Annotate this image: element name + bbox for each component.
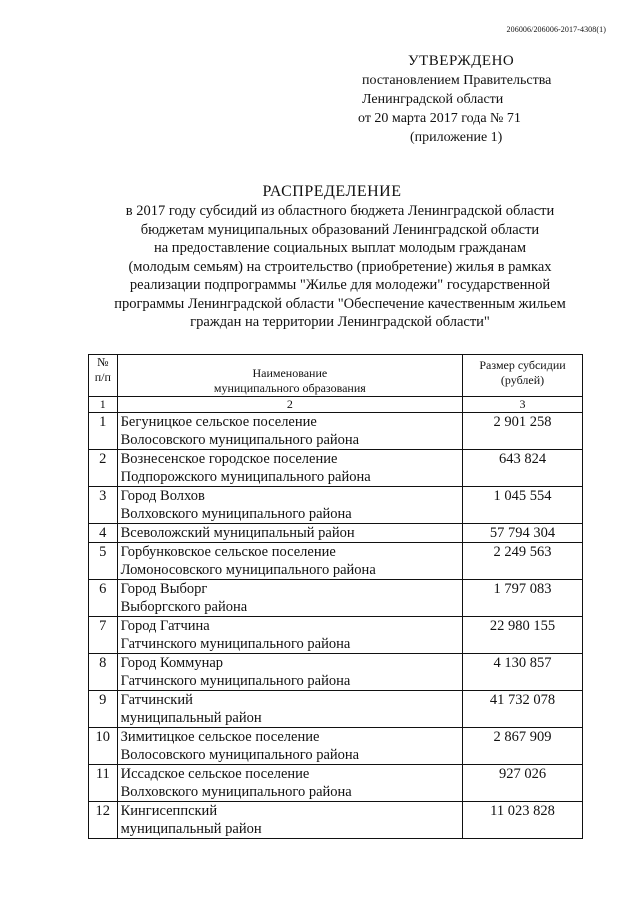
municipality-name: [117, 580, 462, 617]
table-row: [89, 413, 583, 450]
subsidy-amount: 1 797 083: [463, 580, 583, 617]
municipality-name-line: муниципальный район: [120, 821, 262, 837]
municipality-name-line: Иссадское сельское поселение: [120, 766, 310, 782]
municipality-name: [117, 487, 462, 524]
subsidy-amount: 57 794 304: [463, 524, 583, 543]
description-line: реализации подпрограммы "Жилье для молодежи" государственной: [129, 277, 551, 293]
distribution-title: РАСПРЕДЕЛЕНИЕ: [262, 183, 402, 200]
subsidy-amount: 2 249 563: [463, 543, 583, 580]
municipality-name: [117, 691, 462, 728]
column-index: 2: [117, 397, 462, 413]
table-row: [89, 450, 583, 487]
subsidy-amount: 2 867 909: [463, 728, 583, 765]
municipality-name-line: Город Выборг: [120, 581, 208, 597]
header-name-line: муниципального образования: [213, 381, 366, 395]
subsidy-amount: 643 824: [463, 450, 583, 487]
municipality-name-line: Кингисеппский: [120, 803, 218, 819]
municipality-name-line: Гатчинского муниципального района: [120, 673, 351, 689]
municipality-name: [117, 654, 462, 691]
municipality-name: [117, 413, 462, 450]
municipality-name-line: Город Волхов: [120, 488, 205, 504]
approval-line: от 20 марта 2017 года № 71: [358, 111, 521, 126]
header-name-line: Наименование: [252, 366, 328, 380]
municipality-name-line: Гатчинского муниципального района: [120, 636, 351, 652]
municipality-name: [117, 543, 462, 580]
column-index: 1: [89, 397, 118, 413]
subsidy-table: [88, 354, 583, 839]
table-row: [89, 580, 583, 617]
row-number: 8: [89, 654, 118, 691]
column-index: 3: [463, 397, 583, 413]
row-number: 7: [89, 617, 118, 654]
approval-title: УТВЕРЖДЕНО: [408, 53, 515, 69]
table-row: [89, 487, 583, 524]
row-number: 9: [89, 691, 118, 728]
municipality-name-line: Горбунковское сельское поселение: [120, 544, 336, 560]
municipality-name-line: Волховского муниципального района: [120, 784, 352, 800]
subsidy-amount: 4 130 857: [463, 654, 583, 691]
description-line: на предоставление социальных выплат молодым гражданам: [153, 240, 526, 256]
table-row: [89, 654, 583, 691]
description-line: в 2017 году субсидий из областного бюджета Ленинградской области: [125, 203, 555, 219]
row-number: 10: [89, 728, 118, 765]
municipality-name-line: Зимитицкое сельское поселение: [120, 729, 320, 745]
approval-line: Ленинградской области: [362, 92, 504, 107]
description-line: бюджетам муниципальных образований Ленинградской области: [140, 221, 540, 238]
row-number: 1: [89, 413, 118, 450]
subsidy-amount: 2 901 258: [463, 413, 583, 450]
approval-line: (приложение 1): [410, 130, 503, 145]
municipality-name-line: Волховского муниципального района: [120, 506, 352, 522]
description-line: (молодым семьям) на строительство (приобретение) жилья в рамках: [128, 258, 552, 275]
row-number: 4: [89, 524, 118, 543]
municipality-name-line: Город Коммунар: [120, 655, 224, 671]
row-number: 12: [89, 802, 118, 839]
municipality-name: [117, 728, 462, 765]
document-id: 206006/206006-2017-4308(1): [506, 25, 606, 34]
table-row: [89, 617, 583, 654]
municipality-name-line: Вознесенское городское поселение: [120, 451, 338, 467]
row-number: 5: [89, 543, 118, 580]
description-line: граждан на территории Ленинградской области": [190, 314, 490, 330]
header-number-line: №: [97, 355, 109, 369]
approval-line: постановлением Правительства: [362, 73, 552, 88]
row-number: 3: [89, 487, 118, 524]
table-row: [89, 765, 583, 802]
table-row: [89, 802, 583, 839]
table-row: [89, 524, 583, 543]
description-line: программы Ленинградской области "Обеспечение качественным жильем: [114, 295, 566, 312]
municipality-name-line: Всеволожский муниципальный район: [120, 525, 355, 541]
row-number: 2: [89, 450, 118, 487]
header-number-line: п/п: [94, 370, 111, 384]
table-row: [89, 543, 583, 580]
table-row: [89, 691, 583, 728]
subsidy-amount: 927 026: [463, 765, 583, 802]
table-row: [89, 728, 583, 765]
header-name: [117, 355, 462, 397]
municipality-name-line: Выборгского района: [120, 599, 248, 615]
municipality-name-line: Город Гатчина: [120, 618, 210, 634]
municipality-name-line: Волосовского муниципального района: [120, 747, 360, 763]
approval-stamp: [340, 52, 600, 147]
subsidy-amount: 1 045 554: [463, 487, 583, 524]
municipality-name-line: муниципальный район: [120, 710, 262, 726]
municipality-name-line: Подпорожского муниципального района: [120, 469, 371, 485]
municipality-name: [117, 617, 462, 654]
subsidy-amount: 22 980 155: [463, 617, 583, 654]
municipality-name: [117, 450, 462, 487]
row-number: 6: [89, 580, 118, 617]
header-number: [89, 355, 118, 397]
header-sum: [463, 355, 583, 397]
table-body: [89, 413, 583, 839]
municipality-name: [117, 802, 462, 839]
subsidy-amount: 11 023 828: [463, 802, 583, 839]
column-index-row: [89, 397, 583, 413]
subsidy-amount: 41 732 078: [463, 691, 583, 728]
municipality-name-line: Ломоносовского муниципального района: [120, 562, 376, 578]
table-header-row: [89, 355, 583, 397]
distribution-description: [80, 202, 600, 332]
municipality-name: [117, 765, 462, 802]
header-sum-line: (рублей): [500, 373, 545, 387]
municipality-name-line: Гатчинский: [120, 692, 193, 708]
header-sum-line: Размер субсидии: [479, 358, 566, 372]
municipality-name: [117, 524, 462, 543]
municipality-name-line: Волосовского муниципального района: [120, 432, 360, 448]
row-number: 11: [89, 765, 118, 802]
municipality-name-line: Бегуницкое сельское поселение: [120, 414, 317, 430]
